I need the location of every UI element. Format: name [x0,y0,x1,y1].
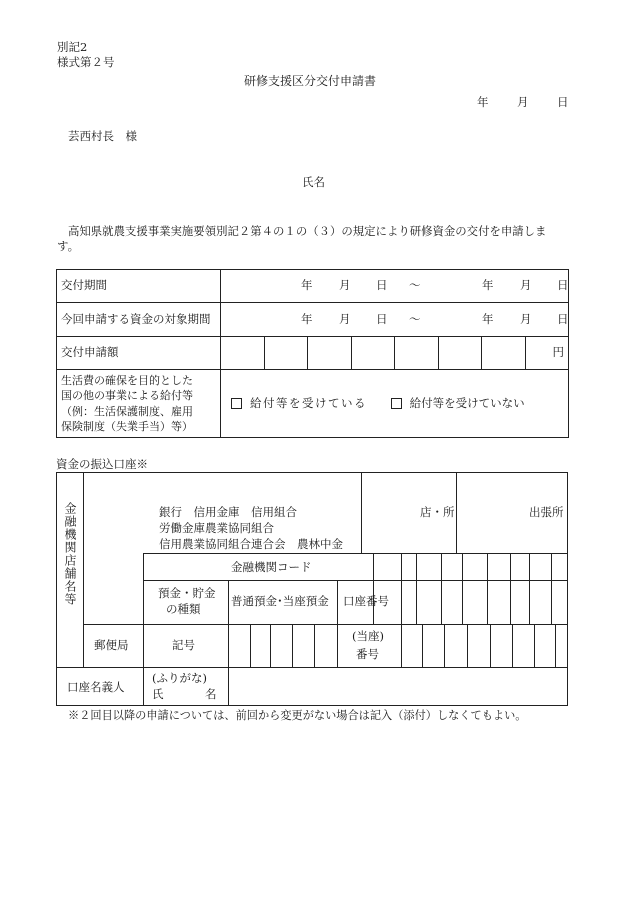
amount-digit-cell[interactable] [395,337,439,370]
tosa-label-l2: 番号 [356,647,379,661]
target-period-label: 今回申請する資金の対象期間 [57,303,221,337]
to-day: 日 [557,278,569,293]
target-period-field[interactable] [221,303,569,337]
addressee: 芸西村長 様 [68,129,137,143]
institution-types-l1: 銀行 信用金庫 信用組合 [159,505,297,519]
checkbox-icon[interactable] [231,398,242,409]
date-day-label: 日 [557,95,569,109]
amount-digit-cell[interactable] [308,337,352,370]
holder-mei-label: 名 [205,687,217,701]
amount-row [57,337,569,370]
application-statement: 高知県就農支援事業実施要領別記２第４の１の（３）の規定により研修資金の交付を申請しま [68,224,547,238]
branch-label: 店・所 [420,505,455,519]
to-day: 日 [557,311,569,326]
yen-unit: 円 [552,345,564,360]
checkbox-icon[interactable] [391,398,402,409]
application-table [56,269,569,438]
date-month-label: 月 [517,95,529,109]
deposit-kinds: 普通預金･当座預金 [231,594,329,608]
target-period-row [57,303,569,337]
amount-digit-cell[interactable] [351,337,395,370]
annex-label: 別記2 [57,40,88,54]
from-day: 日 [376,278,388,293]
amount-digit-cell[interactable] [482,337,526,370]
from-month: 月 [339,278,351,293]
to-year: 年 [482,311,494,326]
from-year: 年 [301,278,313,293]
institution-name-field[interactable] [144,473,361,553]
from-year: 年 [301,311,313,326]
delivery-period-field[interactable] [221,270,569,303]
branch-name-field[interactable] [362,473,456,553]
institution-types-l3: 信用農業協同組合連合会 農林中金 [159,537,343,551]
institution-code-label: 金融機関コード [231,560,312,574]
amount-yen-cell[interactable] [525,337,569,370]
institution-vertical-label: 金融機関店舗名等 [63,502,77,606]
applicant-name-label: 氏名 [302,175,325,189]
page-title: 研修支援区分交付申請書 [244,74,377,88]
application-statement-cont: す。 [57,239,80,253]
to-month: 月 [520,311,532,326]
account-number-label: 口座番号 [343,594,389,608]
not-receiving-label: 給付等を受けていない [409,395,525,410]
other-benefits-label-l1: 生活費の確保を目的とした [61,373,193,387]
date-year-label: 年 [477,95,489,109]
to-month: 月 [520,278,532,293]
to-year: 年 [482,278,494,293]
form-number: 様式第２号 [57,55,115,69]
amount-digit-cell[interactable] [438,337,482,370]
range-tilde: ～ [409,311,421,326]
holder-shi-label: 氏 [152,687,164,701]
amount-digit-cell[interactable] [264,337,308,370]
other-benefits-row [57,370,569,438]
institution-types-l2: 労働金庫農業協同組合 [159,521,274,535]
other-benefits-label [57,370,221,438]
delivery-period-label: 交付期間 [57,270,221,303]
account-section-title: 資金の振込口座※ [56,457,148,471]
receiving-option[interactable] [231,396,371,410]
footnote: ※２回目以降の申請については、前回から変更がない場合は記入（添付）しなくてもよい。 [68,709,527,722]
range-tilde: ～ [409,278,421,293]
not-receiving-option[interactable] [391,396,525,410]
other-benefits-label-l4: 保険制度（失業手当）等） [61,419,193,433]
other-benefits-options [221,370,569,438]
other-benefits-label-l3: （例：生活保護制度、雇用 [61,404,193,418]
deposit-type-label-l2: の種類 [166,602,201,616]
post-office-label: 郵便局 [94,638,129,652]
receiving-label: 給付等を受けている [250,395,367,410]
account-table [56,472,568,706]
from-month: 月 [339,311,351,326]
account-holder-label: 口座名義人 [67,680,125,694]
from-day: 日 [376,311,388,326]
account-holder-field[interactable] [229,668,567,705]
tosa-label-l1: (当座) [352,629,384,643]
symbol-label: 記号 [172,638,195,652]
deposit-type-label-l1: 預金・貯金 [158,586,216,600]
amount-label: 交付申請額 [57,337,221,370]
delivery-period-row [57,270,569,303]
other-benefits-label-l2: 国の他の事業による給付等 [61,389,193,403]
furigana-label: (ふりがな) [152,671,207,685]
amount-digit-cell[interactable] [221,337,265,370]
sub-branch-label: 出張所 [529,505,564,519]
